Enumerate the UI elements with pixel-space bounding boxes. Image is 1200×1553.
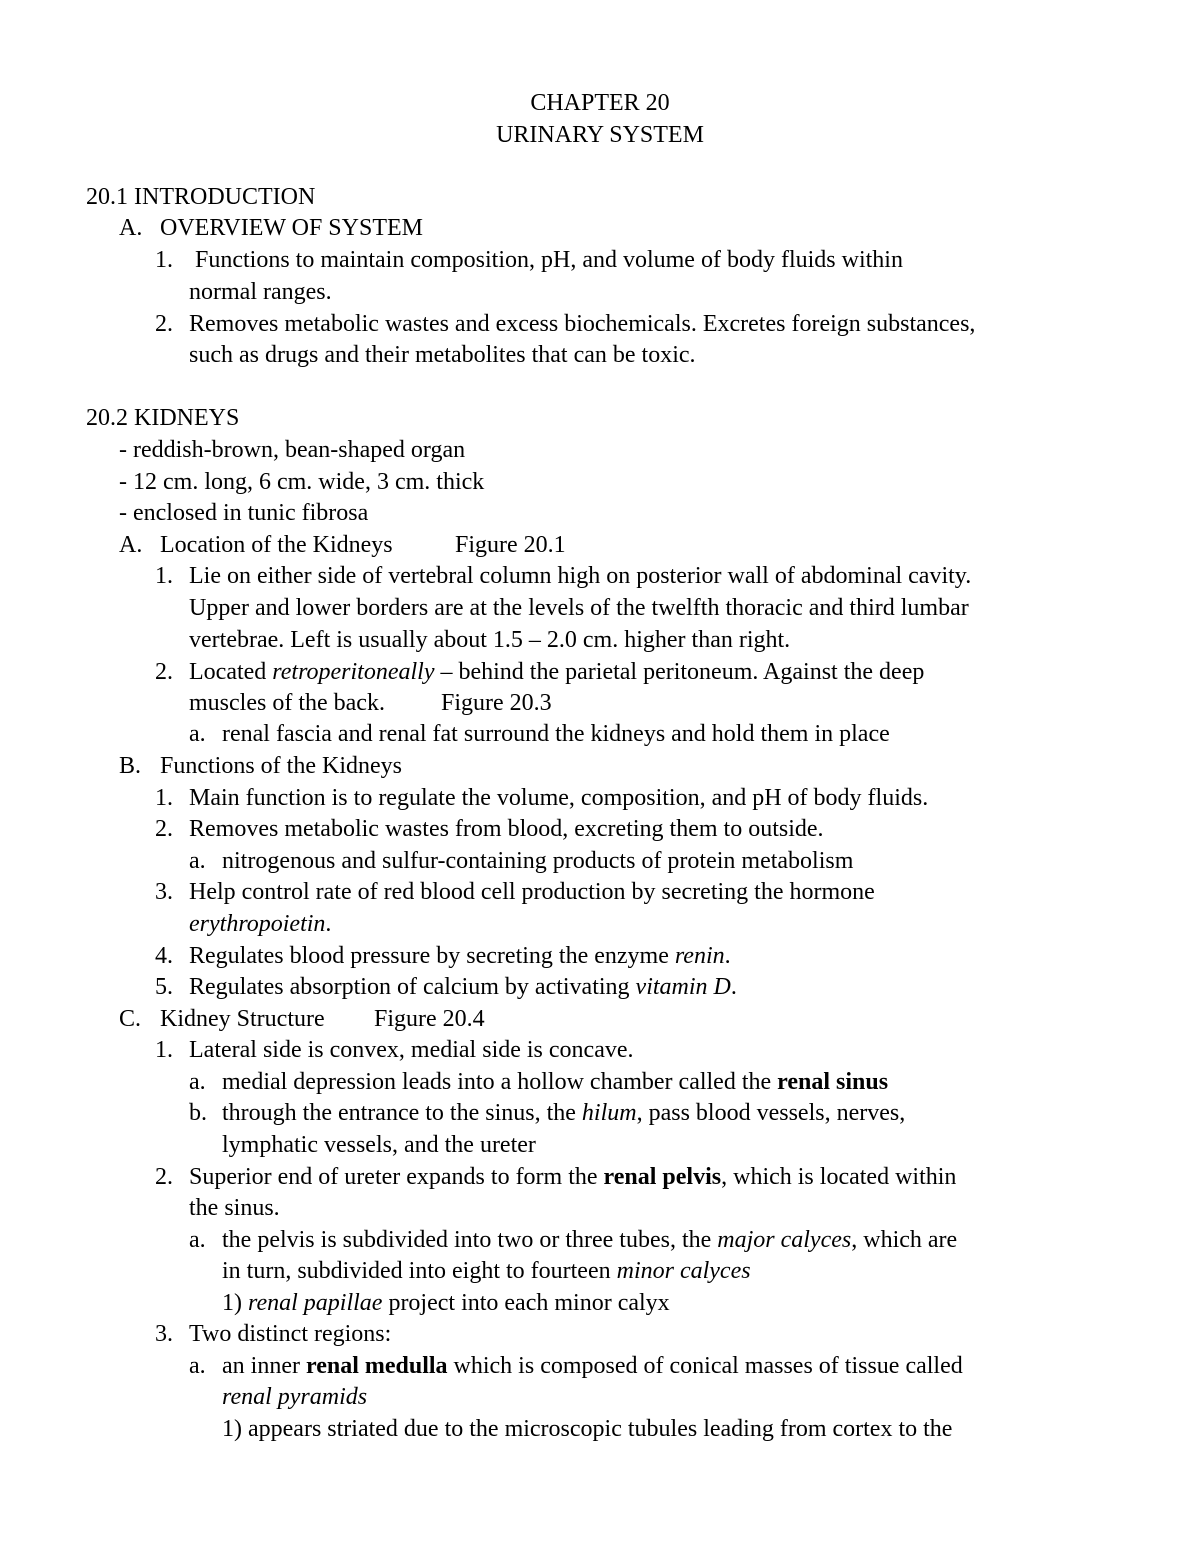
- list-item-text: normal ranges.: [189, 279, 332, 305]
- italic-term: retroperitoneally: [272, 659, 435, 685]
- outline-marker: 3.: [155, 879, 173, 905]
- list-item-text: Located retroperitoneally – behind the parietal peritoneum. Against the deep: [189, 659, 925, 685]
- outline-marker: B.: [119, 753, 142, 779]
- chapter-number: CHAPTER 20: [530, 90, 670, 116]
- outline-marker: a.: [189, 1069, 206, 1095]
- italic-term: renin: [674, 943, 725, 969]
- outline-marker: b.: [189, 1100, 207, 1126]
- outline-marker: a.: [189, 1353, 206, 1379]
- outline-marker: 2.: [155, 311, 173, 337]
- outline-marker: a.: [189, 721, 206, 747]
- bold-term: renal medulla: [305, 1353, 448, 1379]
- outline-marker: 1): [222, 1290, 242, 1316]
- list-item-text: lymphatic vessels, and the ureter: [222, 1132, 536, 1158]
- bullet-item: - reddish-brown, bean-shaped organ: [119, 437, 466, 463]
- list-item-text: 1) appears striated due to the microscopic tubules leading from cortex to the: [222, 1416, 953, 1442]
- outline-marker: A.: [119, 532, 143, 558]
- list-item-text: the sinus.: [189, 1195, 280, 1221]
- list-item-text: Lateral side is convex, medial side is concave.: [189, 1037, 634, 1063]
- outline-marker: a.: [189, 1227, 206, 1253]
- outline-marker: 5.: [155, 974, 173, 1000]
- list-item-text: the pelvis is subdivided into two or three tubes, the major calyces, which are: [222, 1227, 958, 1253]
- list-item-text: muscles of the back.: [189, 690, 385, 716]
- list-item-text: Help control rate of red blood cell production by secreting the hormone: [189, 879, 875, 905]
- list-item-text: vertebrae. Left is usually about 1.5 – 2.0 cm. higher than right.: [189, 627, 791, 653]
- outline-marker: 2.: [155, 816, 173, 842]
- list-item-text: Superior end of ureter expands to form the renal pelvis, which is located within: [189, 1164, 957, 1190]
- list-item-text: 1) renal papillae project into each minor calyx: [222, 1290, 670, 1316]
- bullet-item: - enclosed in tunic fibrosa: [119, 500, 369, 526]
- italic-term: vitamin D: [635, 974, 731, 1000]
- list-item-text: Upper and lower borders are at the levels of the twelfth thoracic and third lumbar: [189, 595, 969, 621]
- italic-term: renal pyramids: [222, 1384, 368, 1410]
- bold-term: renal pelvis: [603, 1164, 722, 1190]
- list-item-text: Regulates absorption of calcium by activating vitamin D.: [189, 974, 737, 1000]
- list-item-text: renal fascia and renal fat surround the kidneys and hold them in place: [222, 721, 890, 747]
- list-item-text: Functions to maintain composition, pH, and volume of body fluids within: [195, 247, 903, 273]
- subsection-heading: OVERVIEW OF SYSTEM: [160, 215, 423, 241]
- list-item-text: an inner renal medulla which is composed of conical masses of tissue called: [222, 1353, 963, 1379]
- section-heading-20-2: 20.2 KIDNEYS: [86, 405, 240, 431]
- chapter-title: URINARY SYSTEM: [496, 122, 704, 148]
- figure-reference: Figure 20.4: [374, 1006, 485, 1032]
- outline-marker: C.: [119, 1006, 142, 1032]
- outline-marker: 1.: [155, 1037, 173, 1063]
- subsection-heading: Location of the Kidneys: [160, 532, 393, 558]
- bullet-item: - 12 cm. long, 6 cm. wide, 3 cm. thick: [119, 469, 485, 495]
- outline-marker: 2.: [155, 1164, 173, 1190]
- list-item-text: through the entrance to the sinus, the hilum, pass blood vessels, nerves,: [222, 1100, 906, 1126]
- outline-marker: 1.: [155, 563, 173, 589]
- subsection-heading: Functions of the Kidneys: [160, 753, 402, 779]
- outline-marker: 1.: [155, 785, 173, 811]
- italic-term: erythropoietin: [189, 911, 326, 937]
- bold-term: renal sinus: [777, 1069, 889, 1095]
- list-item-text: Main function is to regulate the volume, composition, and pH of body fluids.: [189, 785, 929, 811]
- list-item-text: Regulates blood pressure by secreting the enzyme renin.: [189, 943, 731, 969]
- list-item-text: [222, 1381, 367, 1413]
- figure-reference: Figure 20.1: [455, 532, 566, 558]
- italic-term: hilum: [581, 1100, 637, 1126]
- list-item-text: medial depression leads into a hollow chamber called the renal sinus: [222, 1069, 889, 1095]
- italic-term: major calyces: [717, 1227, 852, 1253]
- list-item-text: in turn, subdivided into eight to fourteen minor calyces: [222, 1258, 751, 1284]
- section-heading-20-1: 20.1 INTRODUCTION: [86, 184, 316, 210]
- list-item-text: Two distinct regions:: [189, 1321, 392, 1347]
- outline-marker: 2.: [155, 659, 173, 685]
- figure-reference: Figure 20.3: [441, 690, 552, 716]
- italic-term: minor calyces: [616, 1258, 751, 1284]
- outline-marker: 1.: [155, 247, 173, 273]
- list-item-text: such as drugs and their metabolites that can be toxic.: [189, 342, 696, 368]
- italic-term: renal papillae: [248, 1290, 383, 1316]
- outline-marker: A.: [119, 215, 143, 241]
- outline-marker: a.: [189, 848, 206, 874]
- list-item-text: nitrogenous and sulfur-containing products of protein metabolism: [222, 848, 854, 874]
- outline-marker: 1): [222, 1416, 242, 1442]
- outline-marker: 4.: [155, 943, 173, 969]
- list-item-text: Lie on either side of vertebral column high on posterior wall of abdominal cavity.: [189, 563, 972, 589]
- outline-marker: 3.: [155, 1321, 173, 1347]
- list-item-text: erythropoietin.: [189, 911, 332, 937]
- list-item-text: Removes metabolic wastes and excess biochemicals. Excretes foreign substances,: [189, 311, 976, 337]
- list-item-text: Removes metabolic wastes from blood, excreting them to outside.: [189, 816, 824, 842]
- subsection-heading: Kidney Structure: [160, 1006, 325, 1032]
